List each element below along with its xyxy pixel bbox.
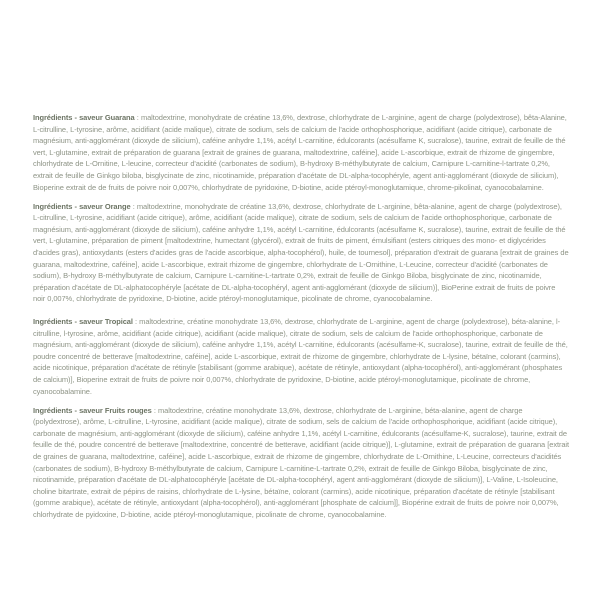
ingredients-paragraph-fruits-rouges (33, 405, 569, 521)
ingredients-text-fruits-rouges: : maltodextrine, créatine monohydrate 13,6%, dextrose, chlorhydrate de L-arginine, béta-alanine, agent de charge (polydextrose), arôme, L-citrulline, L-tyrosine, acidifiant (acide malique), citrate de sodium, sels de calcium de l'acide orthophosphorique, acidifiant (acide citrique), carbonate de magnésium, anti-agglomérant (dioxyde de silicium), caféine anhydre 1,1%, acétyl L-carnitine, édulcorants (acésulfame-K, sucralose), taurine, extrait de feuille de thé, poudre concentré de betterave [maltodextrine, concentré de betterave, acidifiant (acide citrique)], L-glutamine, extrait de préparation de guarana [extrait de graines de guarana, maltodextrine, caféine], acide L-ascorbique, extrait de rhizome de gingembre, chlorhydrate de L-Ornithine, L-Leucine, correcteurs d'acidités (carbonates de sodium), B-hydroxy B-méthylbutyrate de calcium, Carnipure L-carnitine-L-tartrate 0,2%, extrait de feuille de Ginkgo Biloba, bisglycinate de zinc, nicotinamide, préparation d'acétate de DL-alphatocophéryle [acétate de DL-alpha-tocophéryl, agent anti-agglomérant (dioxyde de silicium)], L-Valine, L-Isoleucine, choline bitartrate, extrait de pépins de raisins, chlorhydrate de L-lysine, bétaïne, colorant (carmins), acide nicotinique, préparation d'acétate de rétinyle [stabilisant (gomme arabique), acétate de rétinyle, antioxydant (alpha-tocophérol), anti-agglomérant [phosphate de calcium]], Biopérine extrait de fruits de poivre noir 0,007%, chlorhydrate de pyidoxine, D-biotine, acide ptéroyl-monoglutamique, picolinate de chrome, cyanocobalamine. (33, 405, 569, 519)
ingredients-paragraph-guarana (33, 112, 569, 193)
flavor-heading-tropical: Ingrédients - saveur Tropical (33, 317, 133, 326)
flavor-heading-orange: Ingrédients - saveur Orange (33, 201, 131, 211)
ingredients-text-tropical: : maltodextrine, créatine monohydrate 13,6%, dextrose, chlorhydrate de L-arginine, agent de charge (polydextrose), béta-alanine, l-citrulline, l-tyrosine, arôme, acidifiant (acide citrique), acidifiant (acide malique), citrate de sodium, sels de calcium de l'acide orthophosphorique, carbonate de magnésium, anti-agglomérant (dioxyde de silicium), caféine anhydre 1,1%, acétyl L-carnitine, édulcorants (acésulfame-K, sucralose), taurine, extrait de feuille de thé, poudre concentré de betterave [maltodextrine, caféine], acide L-ascorbique, extrait de rhizome de gingembre, chlorhydrate de L-lysine, bétaïne, colorant (carmins), acide nicotinique, préparation d'acétate de rétinyle [stabilisant (gomme arabique), acétate de rétinyle, antioxydant (alpha-tocophérol), anti-agglomérant (phosphates de calcium)], Bioperine extrait de fruits de poivre noir 0,007%, chlorhydrate de pyridoxine, D-biotine, acide ptéroyl-monoglutamique, picolinate de chrome, cyanocobalamine. (33, 317, 568, 396)
ingredients-paragraph-tropical (33, 316, 569, 397)
ingredients-text-guarana: : maltodextrine, monohydrate de créatine 13,6%, dextrose, chlorhydrate de L-arginine, agent de charge (polydextrose), bêta-Alanine, L-citrulline, L-tyrosine, arôme, acidifiant (acide malique), citrate de sodium, sels de calcium de l'acide orthophosphorique, acidifiant (acide citrique), carbonate de magnésium, anti-agglomérant (dioxyde de silicium), caféine anhydre 1,1%, acétyl L-carnitine, édulcorants (acésulfame K, sucralose), taurine, extrait de feuille de thé vert, L-glutamine, extrait de préparation de guarana [extrait de graines de guarana, maltodextrine, caféine], acide L-ascorbique, extrait de rhizome de gingembre, chlorhydrate de L-Ornitine, L-leucine, correcteur d'acidité (carbonates de sodium), B-hydroxy B-méthylbutyrate de calcium, Carnipure L-carnitine-l-tartrate 0,2%, extrait de feuille de Ginkgo biloba, bisglycinate de zinc, nicotinamide, préparation d'acétate de DL-alpha-tocophéryle, agent anti-agglomérant (dioxyde de silicium), Bioperine extrait de de fruits de poivre noir 0,007%, chlorhydrate de pyridoxine, D-biotine, acide ptéroyl-monoglutamique, chrome-pikolinat, cyanocobalamine. (33, 113, 567, 192)
ingredients-text-orange: : maltodextrine, monohydrate de créatine 13,6%, dextrose, chlorhydrate de L-arginine, bêta-alanine, agent de charge (polydextrose), L-citrulline, L-tyrosine, acidifiant (acide citrique), arôme, acidifiant (acide malique), citrate de sodium, sels de calcium de l'acide orthophosphorique, carbonate de magnésium, anti-agglomérant (dioxyde de silicium), caféine anhydre 1,1%, acétyl L-carnitine, édulcorants (acésulfame K, sucralose), taurine, extrait de feuille de thé vert, L-glutamine, préparation de piment [maltodextrine, humectant (glycérol), extrait de fruits de piment, émulsifiant (esters citriques des mono- et diglycérides d'acides gras), antioxydants (esters d'acides gras de l'acide ascorbique, alpha-tocophérol), huile, de tournesol], préparation d'extrait de guarana [extrait de graines de guarana, maltodextrine, caféine], acide L-ascorbique, extrait rhizome de gingembre, chlorhydrate de L-Ornithine, L-Leucine, correcteur d'acidité (carbonates de sodium), B-hydroxy B-méthylbutyrate de calcium, Carnipure L-carnitine-L-tartrate 0,2%, extrait de feuille de Ginkgo Biloba, bisglycinate de zinc, nicotinamide, préparation d'acétate de DL-alphatocophéryle [acétate de DL-alpha-tocophéryl, agent anti-agglomérant (dioxyde de silicium)], BioPerine extrait de fruits de poivre noir 0,007%, chlorhydrate de pyridoxine, D-biotine, acide ptéroyl-monoglutamique, picolinate de chrome, cyanocobalamine. (33, 201, 569, 304)
ingredients-paragraph-orange (33, 201, 569, 305)
flavor-heading-guarana: Ingrédients - saveur Guarana (33, 113, 135, 122)
flavor-heading-fruits-rouges: Ingrédients - saveur Fruits rouges (33, 405, 152, 415)
